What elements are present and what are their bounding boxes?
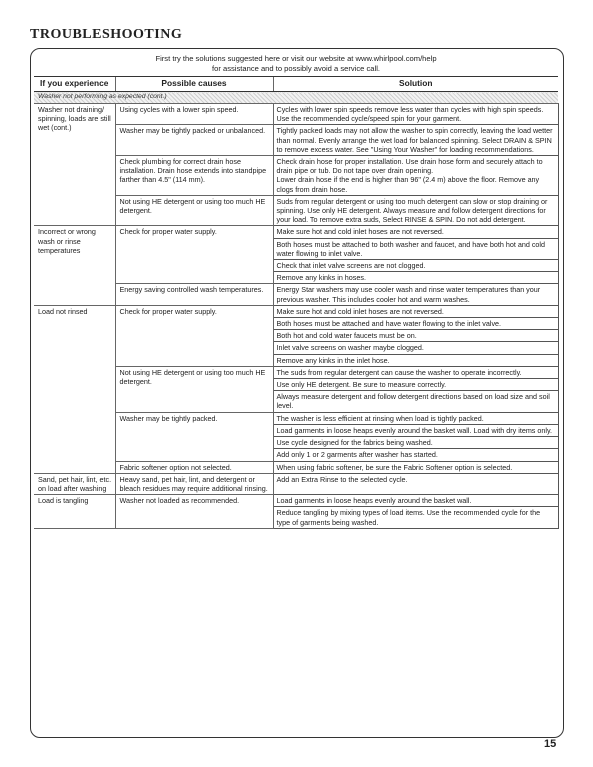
experience-cell: Sand, pet hair, lint, etc. on load after washing [34, 473, 115, 494]
experience-cell: Washer not draining/ spinning, loads are still wet (cont.) [34, 104, 115, 226]
cause-cell: Energy saving controlled wash temperatures. [115, 284, 273, 305]
solution-cell: Make sure hot and cold inlet hoses are not reversed. [273, 305, 558, 317]
table-header-row [34, 77, 558, 92]
solution-cell: When using fabric softener, be sure the Fabric Softener option is selected. [273, 461, 558, 473]
table-row [34, 305, 558, 317]
cause-cell: Check for proper water supply. [115, 226, 273, 284]
experience-cell: Load is tangling [34, 495, 115, 529]
solution-cell: Suds from regular detergent or using too much detergent can slow or stop draining or spinning. Use only HE detergent. Always measure and follow detergent directions for your load. To remove extra suds, Select RINSE & SPIN. Do not add detergent. [273, 195, 558, 226]
cause-cell: Using cycles with a lower spin speed. [115, 104, 273, 125]
cause-cell: Heavy sand, pet hair, lint, and detergent or bleach residues may require additional rinsing. [115, 473, 273, 494]
solution-cell: Use cycle designed for the fabrics being washed. [273, 437, 558, 449]
cause-cell: Not using HE detergent or using too much HE detergent. [115, 366, 273, 412]
solution-cell: Reduce tangling by mixing types of load items. Use the recommended cycle for the type of garments being washed. [273, 507, 558, 528]
solution-cell: Both hoses must be attached to both washer and faucet, and have both hot and cold water flowing to inlet valve. [273, 238, 558, 259]
solution-cell: Check that inlet valve screens are not clogged. [273, 260, 558, 272]
solution-cell: Load garments in loose heaps evenly around the basket wall. Load with dry items only. [273, 424, 558, 436]
table-row [34, 226, 558, 238]
solution-cell: Cycles with lower spin speeds remove less water than cycles with high spin speeds. Use the recommended cycle/speed spin for your garment. [273, 104, 558, 125]
intro-line-1: First try the solutions suggested here or visit our website at www.whirlpool.com/help [155, 54, 437, 63]
experience-cell: Load not rinsed [34, 305, 115, 473]
solution-cell: Use only HE detergent. Be sure to measure correctly. [273, 379, 558, 391]
solution-cell: Energy Star washers may use cooler wash and rinse water temperatures than your previous washer. This includes cooler hot and warm washes. [273, 284, 558, 305]
troubleshooting-table [34, 76, 559, 529]
header-solution: Solution [273, 77, 558, 92]
header-causes: Possible causes [115, 77, 273, 92]
cause-cell: Washer may be tightly packed or unbalanced. [115, 125, 273, 156]
experience-cell: Incorrect or wrong wash or rinse temperatures [34, 226, 115, 305]
solution-cell: Make sure hot and cold inlet hoses are not reversed. [273, 226, 558, 238]
table-row [34, 473, 558, 494]
cause-cell: Not using HE detergent or using too much HE detergent. [115, 195, 273, 226]
section-banner: Washer not performing as expected (cont.) [34, 92, 558, 104]
solution-cell: Inlet valve screens on washer maybe clogged. [273, 342, 558, 354]
table-body [34, 92, 558, 529]
solution-cell: Always measure detergent and follow detergent directions based on load size and soil level. [273, 391, 558, 412]
page-number: 15 [544, 738, 557, 750]
solution-cell: Tightly packed loads may not allow the washer to spin correctly, leaving the load wetter than normal. Evenly arrange the wet load for balanced spinning. Select DRAIN & SPIN to remove excess water. See "Using Your Washer" for loading recommendations. [273, 125, 558, 156]
page-title: TROUBLESHOOTING [30, 27, 183, 42]
cause-cell: Washer not loaded as recommended. [115, 495, 273, 529]
solution-cell: Both hoses must be attached and have water flowing to the inlet valve. [273, 318, 558, 330]
solution-cell: The suds from regular detergent can cause the washer to operate incorrectly. [273, 366, 558, 378]
solution-cell: Load garments in loose heaps evenly around the basket wall. [273, 495, 558, 507]
intro-line-2: for assistance and to possibly avoid a service call. [212, 64, 380, 73]
table-row [34, 495, 558, 507]
header-experience: If you experience [34, 77, 115, 92]
solution-cell: Both hot and cold water faucets must be on. [273, 330, 558, 342]
cause-cell: Fabric softener option not selected. [115, 461, 273, 473]
solution-cell: Check drain hose for proper installation. Use drain hose form and securely attach to drain pipe or tub. Do not tape over drain opening. Lower drain hose if the end is higher than 96" (2.4 m) above the floor. Remove any clogs from drain hose. [273, 156, 558, 196]
solution-cell: Remove any kinks in the inlet hose. [273, 354, 558, 366]
solution-cell: Add only 1 or 2 garments after washer has started. [273, 449, 558, 461]
table-row [34, 104, 558, 125]
solution-cell: The washer is less efficient at rinsing when load is tightly packed. [273, 412, 558, 424]
intro-text [30, 54, 562, 74]
solution-cell: Add an Extra Rinse to the selected cycle. [273, 473, 558, 494]
solution-cell: Remove any kinks in hoses. [273, 272, 558, 284]
section-banner-row [34, 92, 558, 104]
cause-cell: Washer may be tightly packed. [115, 412, 273, 461]
cause-cell: Check for proper water supply. [115, 305, 273, 366]
cause-cell: Check plumbing for correct drain hose installation. Drain hose extends into standpipe farther than 4.5" (114 mm). [115, 156, 273, 196]
